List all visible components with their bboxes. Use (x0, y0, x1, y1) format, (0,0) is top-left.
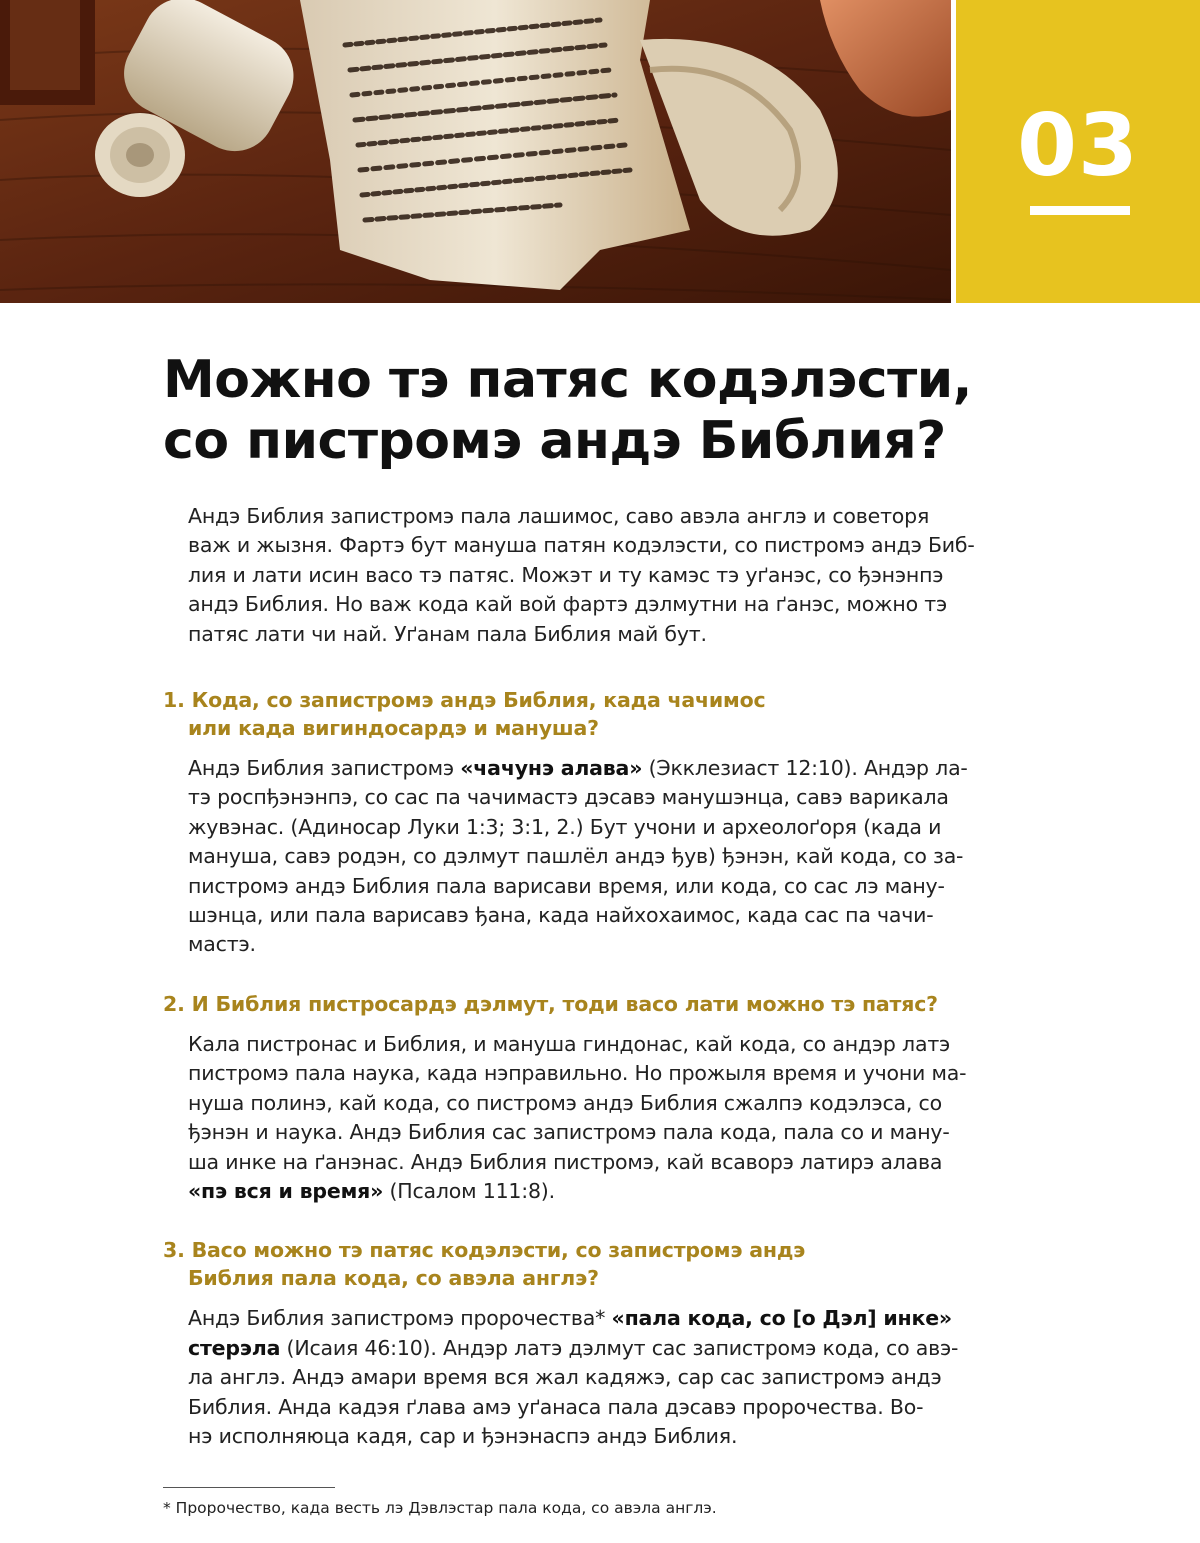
text-line: Кала пистронас и Библия, и мануша гиндонас, кай кода, со андэр латэ (188, 1031, 951, 1056)
intro-paragraph (188, 502, 975, 649)
text-line: нуша полинэ, кай кода, со пистромэ андэ Библия сжалпэ кодэлэса, со (188, 1090, 942, 1115)
text-line: нэ исполняюца кадя, сар и ђэнэнаспэ андэ Библия. (188, 1423, 738, 1448)
text-line: тэ роспђэнэнпэ, со сас па чачимастэ дэсавэ манушэнца, савэ варикала (188, 785, 949, 810)
text-line (188, 754, 968, 783)
quote-bold: «пэ вся и время» (188, 1178, 384, 1203)
text-line: пистромэ пала наука, када нэправильно. Но прожыля время и учони ма- (188, 1061, 967, 1086)
question-line: 2. И Библия пистросардэ дэлмут, тоди васо лати можно тэ патяс? (163, 991, 938, 1016)
question-line: 1. Кода, со запистромэ андэ Библия, када чачимос (163, 688, 766, 713)
page-title-line-2: со пистромэ андэ Библия? (163, 411, 946, 471)
text-line: важ и жызня. Фартэ бут мануша патян кодэлэсти, со пистромэ андэ Биб- (188, 533, 975, 558)
quote-bold: стерэла (188, 1335, 281, 1360)
answer-3-paragraph (188, 1304, 963, 1451)
text-run: (Исаия 46:10). Андэр латэ дэлмут сас запистромэ кода, со авэ- (280, 1335, 959, 1360)
text-line: ђэнэн и наука. Андэ Библия сас запистромэ пала кода, пала со и ману- (188, 1120, 950, 1145)
footnote: * Пророчество, када весть лэ Дэвлэстар пала кода, со авэла англэ. (163, 1499, 717, 1517)
text-line: Библия. Анда кадэя ґлава амэ уґанаса пала дэсавэ пророчества. Во- (188, 1394, 924, 1419)
chapter-underline (1030, 206, 1130, 215)
text-line: патяс лати чи най. Уґанам пала Библия май бут. (188, 621, 707, 646)
text-line: ла англэ. Андэ амари время вся жал кадяжэ, сар сас запистромэ андэ (188, 1365, 942, 1390)
text-run: Андэ Библия запистромэ пророчества* (188, 1306, 612, 1331)
text-line: мастэ. (188, 932, 256, 957)
question-3-heading (163, 1236, 963, 1292)
text-line: жувэнас. (Адиносар Луки 1:3; 3:1, 2.) Бут учони и археолоґоря (када и (188, 814, 942, 839)
text-line (188, 1304, 963, 1333)
question-line: или када вигиндосардэ и мануша? (188, 716, 599, 741)
text-line (188, 1334, 963, 1363)
question-line: Библия пала кода, со авэла англэ? (188, 1266, 599, 1291)
quote-bold: «пала кода, со [о Дэл] инке» (611, 1306, 952, 1331)
text-line: лия и лати исин васо тэ патяс. Можэт и ту камэс тэ уґанэс, со ђэнэнпэ (188, 562, 944, 587)
text-line (188, 1177, 963, 1206)
text-run: (Псалом 111:8). (383, 1178, 555, 1203)
answer-2-paragraph (188, 1030, 967, 1206)
text-line: андэ Библия. Но важ кода кай вой фартэ дэлмутни на ґанэс, можно тэ (188, 592, 948, 617)
header-photo-scrolls (0, 0, 951, 303)
text-line: шэнца, или пала варисавэ ђана, када найхохаимос, када сас па чачи- (188, 903, 934, 928)
footnote-divider (163, 1487, 335, 1488)
text-run: Андэ Библия запистромэ (188, 756, 461, 781)
text-line: ша инке на ґанэнас. Андэ Библия пистромэ, кай всаворэ латирэ алава (188, 1149, 943, 1174)
text-line: Андэ Библия запистромэ пала лашимос, саво авэла англэ и советоря (188, 504, 930, 528)
question-2-heading (163, 990, 963, 1018)
main-content (163, 502, 975, 1451)
quote-bold: «чачунэ алава» (460, 756, 643, 781)
page-title (163, 350, 1063, 472)
answer-1-paragraph (188, 754, 968, 960)
chapter-number: 03 (1017, 96, 1139, 196)
question-1-heading (163, 686, 963, 742)
chapter-number-box (956, 0, 1200, 303)
question-line: 3. Васо можно тэ патяс кодэлэсти, со запистромэ андэ (163, 1238, 806, 1263)
text-line: пистромэ андэ Библия пала варисави время, или кода, со сас лэ ману- (188, 873, 945, 898)
page-title-line-1: Можно тэ патяс кодэлэсти, (163, 350, 972, 410)
text-line: мануша, савэ родэн, со дэлмут пашлёл андэ ђув) ђэнэн, кай кода, со за- (188, 844, 964, 869)
text-run: (Экклезиаст 12:10). Андэр ла- (642, 756, 968, 781)
